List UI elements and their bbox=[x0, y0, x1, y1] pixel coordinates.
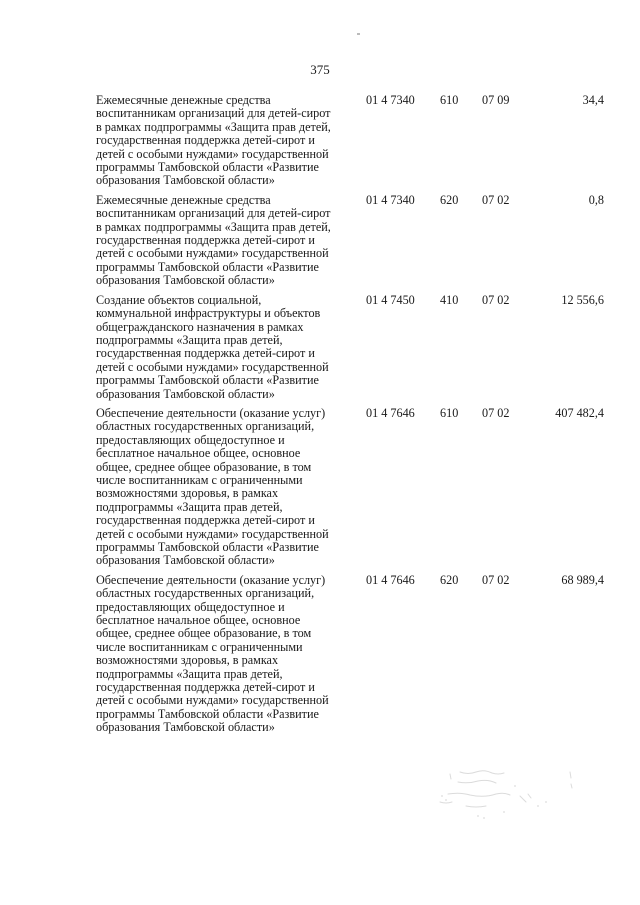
row-section-code: 07 02 bbox=[482, 292, 510, 307]
row-section-code: 07 09 bbox=[482, 93, 510, 107]
row-description: Обеспечение деятельности (оказание услуг) областных государственных организаций, предоставляющих общедоступное и бесплатное начальное общее, основное общее, среднее общее образование, в том числе воспитанникам с ограниченными возможностями здоровья, в рамках подпрограммы «Защита прав детей, государственная поддержка детей-сирот и детей с особыми нуждами» государственной программы Тамбовской области «Развитие образования Тамбовской области» bbox=[96, 572, 329, 735]
row-target-code: 01 4 7340 bbox=[366, 93, 415, 107]
table-row bbox=[96, 194, 604, 288]
row-description: Ежемесячные денежные средства воспитанникам организаций для детей-сирот в рамках подпрограммы «Защита прав детей, государственная поддержка детей-сирот и детей с особыми нуждами» государственной программы Тамбовской области «Развитие образования Тамбовской области» bbox=[96, 93, 331, 188]
scan-artifact bbox=[357, 33, 360, 35]
table-row bbox=[96, 574, 604, 735]
row-expense-type: 620 bbox=[440, 572, 459, 587]
row-amount: 68 989,4 bbox=[561, 572, 604, 587]
row-section-code: 07 02 bbox=[482, 572, 510, 587]
row-target-code: 01 4 7450 bbox=[366, 292, 415, 307]
row-expense-type: 610 bbox=[440, 405, 459, 420]
row-description: Ежемесячные денежные средства воспитанникам организаций для детей-сирот в рамках подпрограммы «Защита прав детей, государственная поддержка детей-сирот и детей с особыми нуждами» государственной программы Тамбовской области «Развитие образования Тамбовской области» bbox=[96, 192, 331, 288]
table-row bbox=[96, 94, 604, 188]
row-description: Создание объектов социальной, коммунальной инфраструктуры и объектов общегражданского назначения в рамках подпрограммы «Защита прав детей, государственная поддержка детей-сирот и детей с особыми нуждами» государственной программы Тамбовской области «Развитие образования Тамбовской области» bbox=[96, 292, 329, 401]
row-amount: 12 556,6 bbox=[561, 292, 604, 307]
row-expense-type: 610 bbox=[440, 93, 459, 107]
row-amount: 0,8 bbox=[588, 192, 604, 207]
row-target-code: 01 4 7646 bbox=[366, 572, 415, 587]
row-expense-type: 620 bbox=[440, 192, 459, 207]
row-target-code: 01 4 7646 bbox=[366, 405, 415, 420]
row-section-code: 07 02 bbox=[482, 405, 510, 420]
faded-stamp-image bbox=[420, 766, 590, 826]
row-target-code: 01 4 7340 bbox=[366, 192, 415, 207]
row-amount: 407 482,4 bbox=[555, 405, 604, 420]
budget-table bbox=[96, 94, 604, 741]
row-amount: 34,4 bbox=[582, 93, 604, 107]
table-row bbox=[96, 407, 604, 568]
row-expense-type: 410 bbox=[440, 292, 459, 307]
row-description: Обеспечение деятельности (оказание услуг) областных государственных организаций, предоставляющих общедоступное и бесплатное начальное общее, основное общее, среднее общее образование, в том числе воспитанникам с ограниченными возможностями здоровья, в рамках подпрограммы «Защита прав детей, государственная поддержка детей-сирот и детей с особыми нуждами» государственной программы Тамбовской области «Развитие образования Тамбовской области» bbox=[96, 405, 329, 568]
table-row bbox=[96, 294, 604, 401]
page-number: 375 bbox=[310, 62, 330, 77]
row-section-code: 07 02 bbox=[482, 192, 510, 207]
